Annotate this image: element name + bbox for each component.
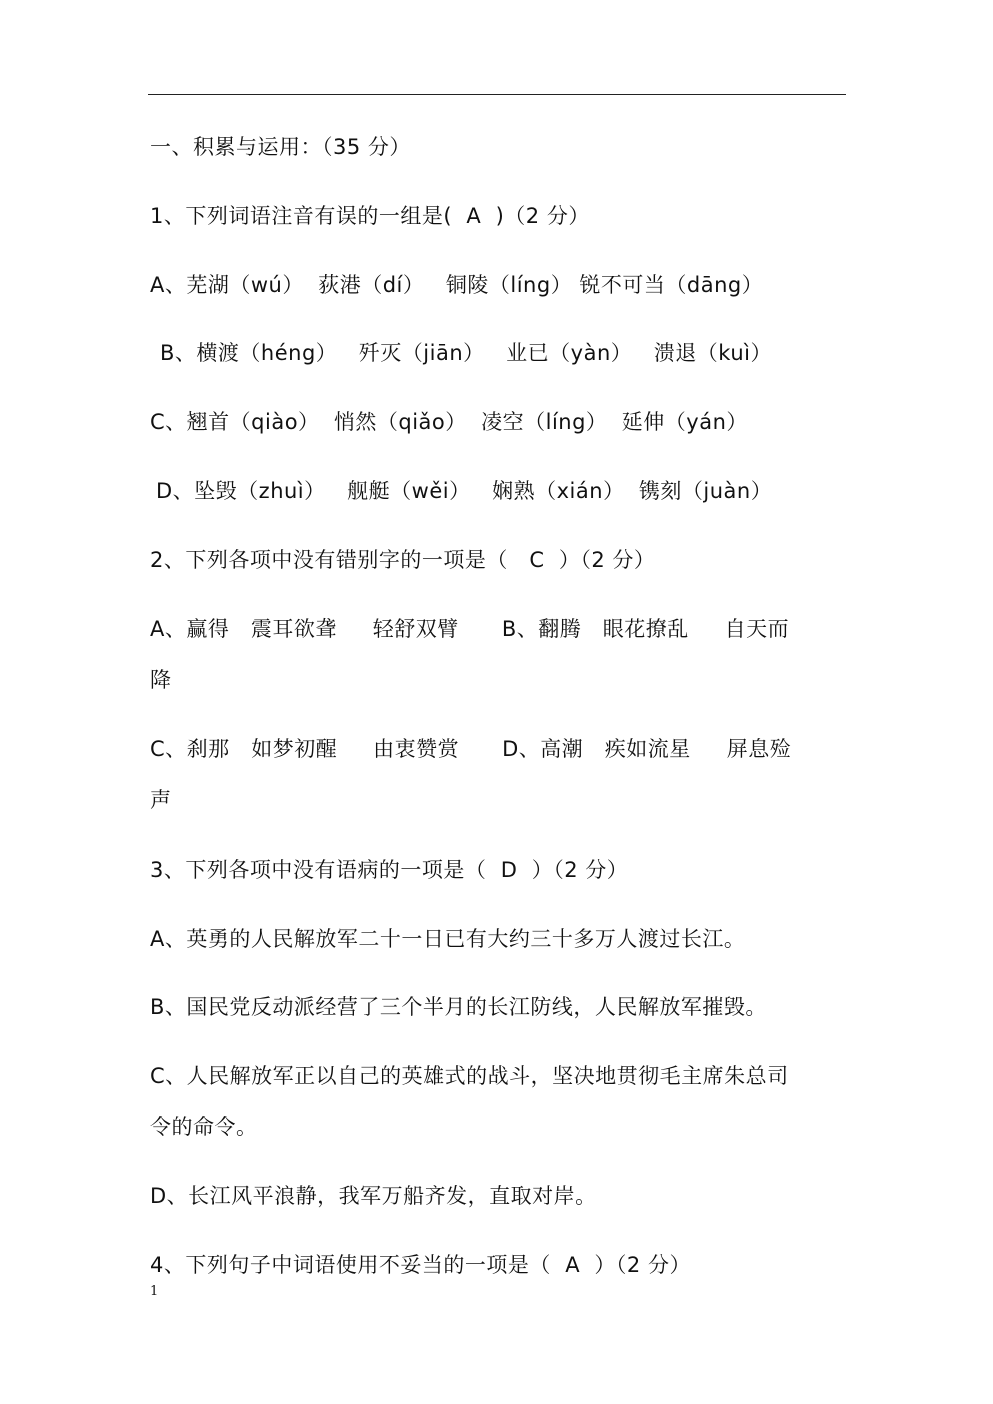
page-number: 1	[150, 1284, 159, 1299]
question-3-option-b: B、国民党反动派经营了三个半月的长江防线，人民解放军摧毁。	[150, 995, 767, 1019]
question-1-option-b: B、横渡（héng） 歼灭（jiān） 业已（yàn） 溃退（kuì）	[160, 341, 772, 365]
question-1-option-d: D、坠毁（zhuì） 舰艇（wěi） 娴熟（xián） 镌刻（juàn）	[156, 479, 773, 503]
question-3-option-d: D、长江风平浪静，我军万船齐发，直取对岸。	[150, 1184, 597, 1208]
question-3-option-c-wrap: 令的命令。	[150, 1115, 258, 1139]
question-2-stem: 2、下列各项中没有错别字的一项是（ C ）（2 分）	[150, 548, 656, 572]
question-3-option-a: A、英勇的人民解放军二十一日已有大约三十多万人渡过长江。	[150, 927, 746, 951]
question-2-options-cd: C、刹那 如梦初醒 由衷赞赏 D、高潮 疾如流星 屏息殓	[150, 737, 792, 761]
question-2-options-ab-wrap: 降	[150, 668, 172, 692]
question-1-option-a: A、芜湖（wú） 荻港（dí） 铜陵（líng） 锐不可当（dāng）	[150, 273, 764, 297]
question-3-option-c: C、人民解放军正以自己的英雄式的战斗，坚决地贯彻毛主席朱总司	[150, 1064, 789, 1088]
section-title: 一、积累与运用：（35 分）	[150, 135, 411, 159]
question-1-stem: 1、下列词语注音有误的一组是( A )（2 分）	[150, 204, 590, 228]
question-1-option-c: C、翘首（qiào） 悄然（qiǎo） 凌空（líng） 延伸（yán）	[150, 410, 748, 434]
question-2-options-ab: A、赢得 震耳欲聋 轻舒双臂 B、翻腾 眼花撩乱 自天而	[150, 617, 790, 641]
header-rule	[148, 94, 846, 95]
question-2-options-cd-wrap: 声	[150, 788, 172, 812]
question-3-stem: 3、下列各项中没有语病的一项是（ D ）（2 分）	[150, 858, 629, 882]
question-4-stem: 4、下列句子中词语使用不妥当的一项是（ A ）（2 分）	[150, 1253, 691, 1277]
